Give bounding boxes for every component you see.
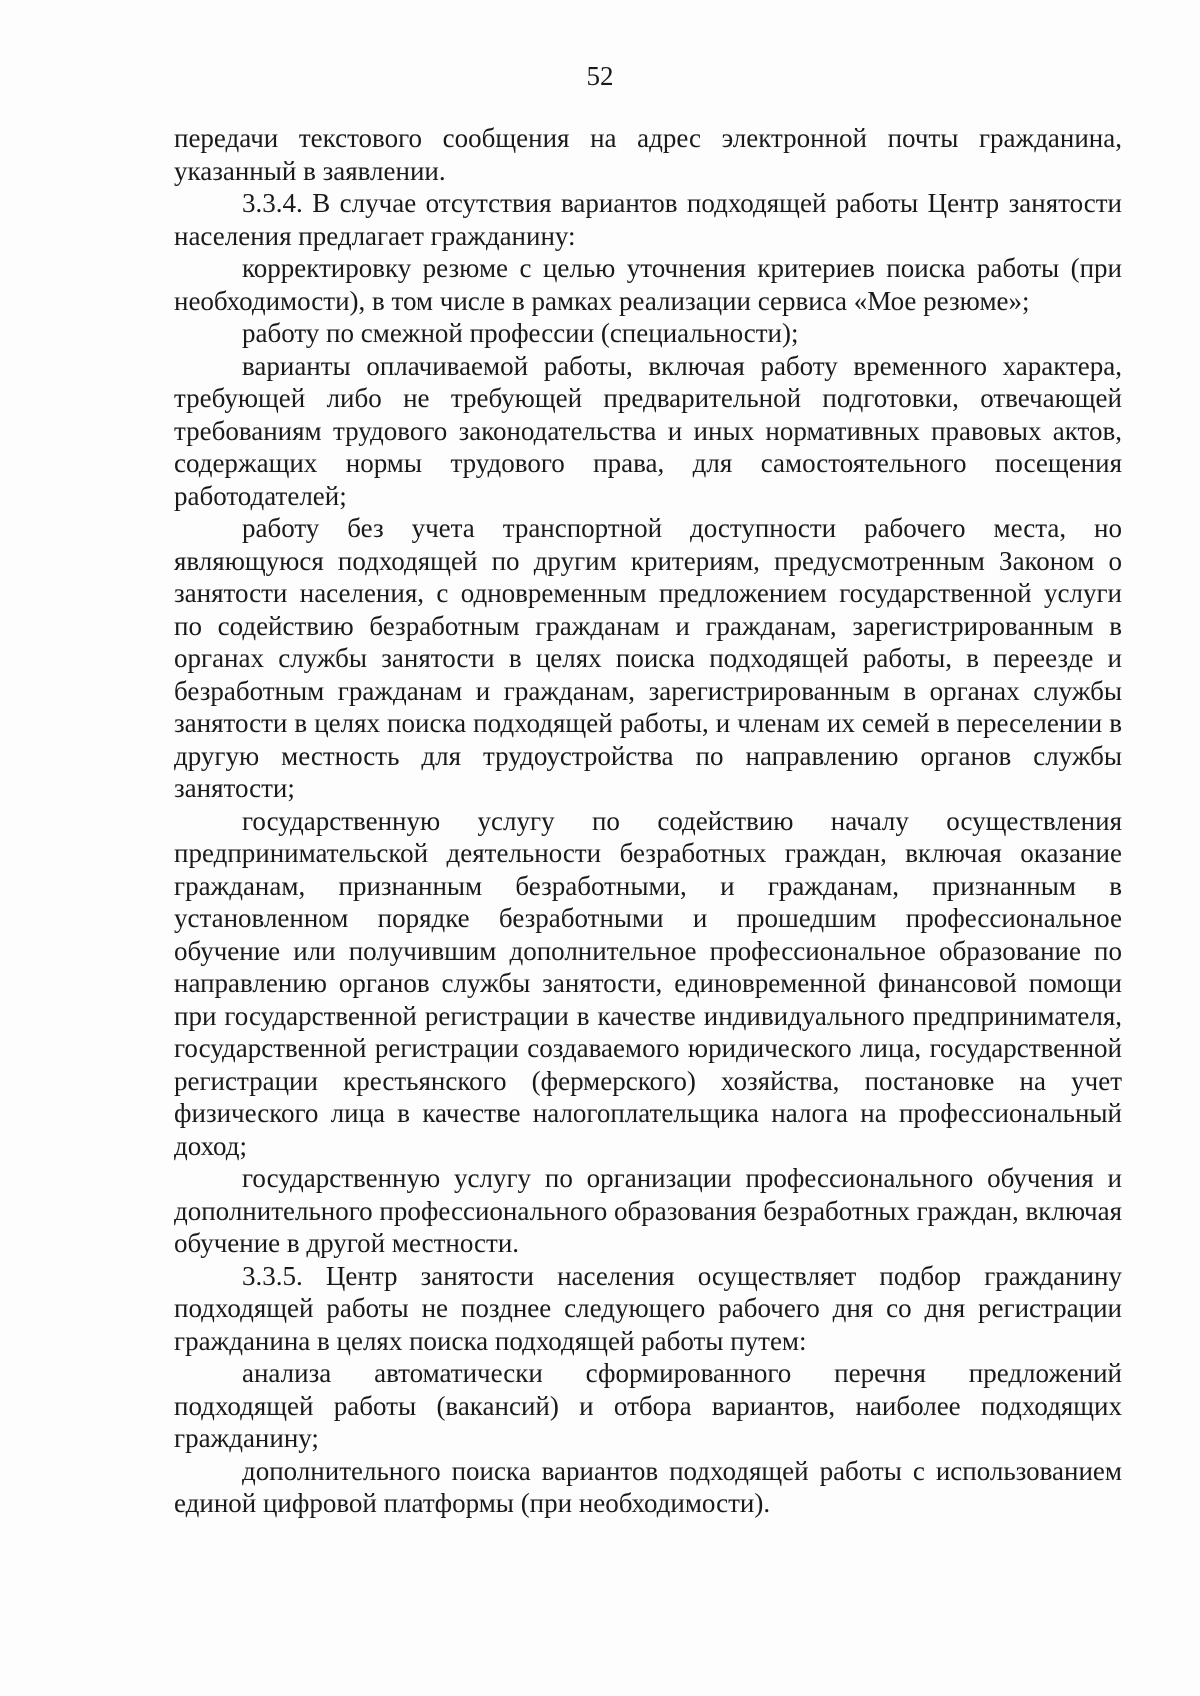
- paragraph-additional-search: дополнительного поиска вариантов подходящей работы с использованием единой цифровой платформы (при необходимости).: [174, 1455, 1122, 1518]
- page-number: 52: [586, 61, 614, 91]
- paragraph-3-3-5: 3.3.5. Центр занятости населения осуществляет подбор гражданину подходящей работы не позднее следующего рабочего дня со дня регистрации гражданина в целях поиска подходящей работы путем:: [174, 1260, 1122, 1356]
- paragraph-training-service: государственную услугу по организации профессионального обучения и дополнительного профессионального образования безработных граждан, включая обучение в другой местности.: [174, 1163, 1122, 1258]
- paragraph-resume-correction: корректировку резюме с целью уточнения критериев поиска работы (при необходимости), в том числе в рамках реализации сервиса «Мое резюме»;: [174, 253, 1122, 316]
- paragraph-related-profession: работу по смежной профессии (специальности);: [242, 318, 799, 348]
- paragraph-transport-accessibility: работу без учета транспортной доступности рабочего места, но являющуюся подходящей по другим критериям, предусмотренным Законом о занятости населения, с одновременным предложением государственной услуги по содействию безработным гражданам и гражданам, зарегистрированным в органах службы занятости в целях поиска подходящей работы, в переезде и безработным гражданам и гражданам, зарегистрированным в органах службы занятости в целях поиска подходящей работы, и членам их семей в переселении в другую местность для трудоустройства по направлению органов службы занятости;: [174, 513, 1122, 803]
- paragraph-automatic-analysis: анализа автоматически сформированного перечня предложений подходящей работы (вакансий) и отбора вариантов, наиболее подходящих гражданину;: [174, 1358, 1122, 1453]
- paragraph-entrepreneurship-service: государственную услугу по содействию началу осуществления предпринимательской деятельности безработных граждан, включая оказание гражданам, признанным безработными, и гражданам, признанным в установленном порядке безработными и прошедшим профессиональное обучение или получившим дополнительное профессиональное образование по направлению органов службы занятости, единовременной финансовой помощи при государственной регистрации в качестве индивидуального предпринимателя, государственной регистрации создаваемого юридического лица, государственной регистрации крестьянского (фермерского) хозяйства, постановке на учет физического лица в качестве налогоплательщика налога на профессиональный доход;: [174, 805, 1122, 1161]
- document-body: [174, 122, 1122, 1520]
- paragraph-paid-work: варианты оплачиваемой работы, включая работу временного характера, требующей либо не требующей предварительной подготовки, отвечающей требованиям трудового законодательства и иных нормативных правовых актов, содержащих нормы трудового права, для самостоятельного посещения работодателей;: [174, 350, 1122, 511]
- paragraph-continuation: передачи текстового сообщения на адрес электронной почты гражданина, указанный в заявлении.: [174, 123, 1122, 186]
- paragraph-3-3-4: 3.3.4. В случае отсутствия вариантов подходящей работы Центр занятости населения предлагает гражданину:: [174, 188, 1122, 251]
